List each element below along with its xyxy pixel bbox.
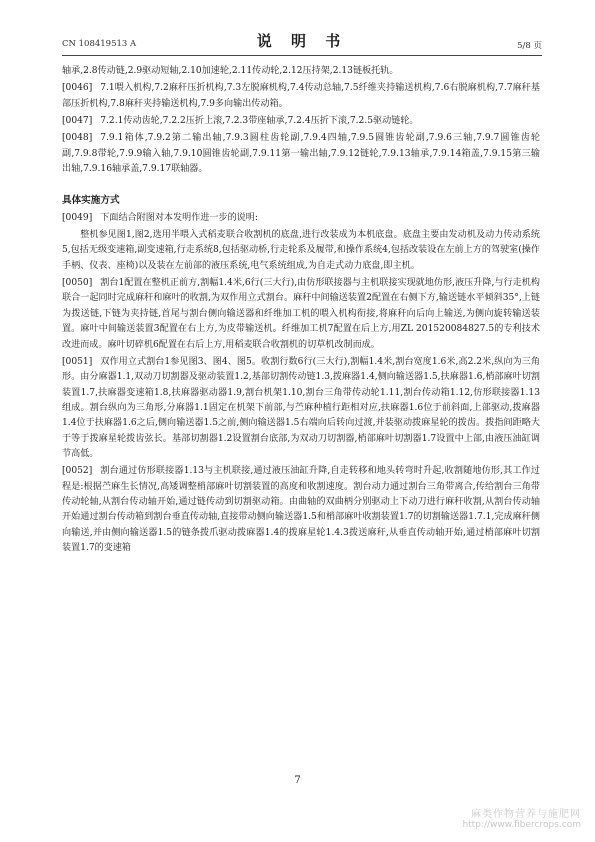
paragraph bbox=[62, 355, 540, 462]
doc-title: 说 明 书 bbox=[256, 32, 348, 50]
header-divider bbox=[62, 55, 542, 56]
watermark-url: http://www.fibercrops.com bbox=[462, 820, 581, 830]
page-indicator: 5/8 页 bbox=[517, 41, 542, 51]
paragraph bbox=[62, 276, 540, 353]
page-header bbox=[62, 30, 542, 52]
paragraph bbox=[62, 211, 540, 226]
paragraph-text: 轴承,2.8传动链,2.9驱动短轴,2.10加速轮,2.11传动轮,2.12压持架,2.13链板托轨。 bbox=[62, 66, 399, 76]
paragraph bbox=[62, 464, 540, 556]
paragraph-text: 整机参见图1,图2,选用半喂入式稻麦联合收割机的底盘,进行改装成为本机底盘。底盘主要由发动机及动力传动系统5,包括无级变速箱,副变速箱,行走系统8,包括驱动桥,行走轮系及履带,和操作系统4,包括改装设在左前上方的驾驶室(操作手柄、仪表、座椅)以及装在左前部的液压系统,电气系统组成,为自走式动力底盘,即主机。 bbox=[62, 230, 540, 271]
paragraph-number: [0048] bbox=[62, 133, 93, 144]
paragraph-number: [0051] bbox=[62, 356, 93, 367]
document-body bbox=[62, 64, 540, 558]
watermark bbox=[462, 805, 581, 830]
paragraph-text: 割台1配置在整机正前方,割幅1.4米,6行(三大行),由仿形联接器与主机联接实现就地仿形,液压升降,与行走机构联合一起同时完成麻秆和麻叶的收割,为双作用立式割台。麻秆中间输送装置2配置在右侧下方,输送链水平倾斜35°,上链为拨送链,下链为夹持链,首尾与割台侧向输送器和纤维加工机的喂入机构衔接,将麻秆向后向上输送,为侧向旋转输送装置。麻叶中间输送装置3配置在右上方,为皮带输送机。纤维加工机7配置在后上方,用ZL 201520084827.5的专利技术改进而成。麻叶切碎机6配置在右后上方,用稻麦联合收割机的切草机改制而成。 bbox=[62, 278, 540, 350]
paragraph-text: 下面结合附图对本发明作进一步的说明: bbox=[100, 212, 258, 223]
paragraph-text: 双作用立式割台1参见图3、图4、图5。收割行数6行(三大行),割幅1.4米,割台宽度1.6米,高2.2米,纵向为三角形。由分麻器1.1,双动刀切割器及驱动装置1.2,基部切割传动链1.3,拨麻器1.4,侧向输送器1.5,扶麻器1.6,梢部麻叶切割装置1.7,扶麻器变速箱1.8,扶麻器驱动器1.9,割台机架1.10,割台三角带传动轮1.11,割台传动箱1.12,仿形联接器1.13组成。割台纵向为三角形,分麻器1.1固定在机架下前部,与苎麻种植行距相对应,扶麻器1.6位于前斜面,上部驱动,拨麻器1.4位于扶麻器1.6之后,侧向输送器1.5之前,侧向输送器1.5右端向后转向过渡,并装驱动拨麻星轮的拨齿。拨指间距略大于等于拨麻星轮拨齿弦长。基部切割器1.2设置割台底部,为双动刀切割器,梢部麻叶切割器1.7设置中上部,由液压油缸调节高低。 bbox=[62, 356, 540, 459]
paragraph-number: [0047] bbox=[62, 116, 93, 127]
paragraph bbox=[62, 131, 540, 177]
paragraph-number: [0050] bbox=[62, 278, 93, 289]
page-number: 7 bbox=[294, 775, 301, 786]
paragraph bbox=[62, 64, 540, 79]
paragraph-number: [0052] bbox=[62, 466, 93, 477]
paragraph-group-2 bbox=[62, 211, 540, 557]
section-title: 具体实施方式 bbox=[62, 195, 120, 207]
paragraph-number: [0049] bbox=[62, 212, 93, 223]
paragraph-number: [0046] bbox=[62, 83, 93, 94]
paragraph-text: 割台通过仿形联接器1.13与主机联接,通过液压油缸升降,自走转移和地头转弯时升起,收割随地仿形,其工作过程是:根据苎麻生长情况,高矮调整梢部麻叶切割装置的高度和收割速度。割台动力通过割台三角带离合,传给割台三角带传动轮轴,从割台传动轴开始,通过链传动到切割驱动箱。由曲轴的双曲柄分别驱动上下动刀进行麻秆收割,从割台传动轴开始通过割台传动箱到割台垂直传动轴,直接带动侧向输送器1.5和梢部麻叶收割装置1.7的切割输送器1.7.1,完成麻秆侧向输送,并由侧向输送器1.5的链条拨爪驱动拨麻器1.4的拨麻星轮1.4.3拨送麻秆,从垂直传动轴开始,通过梢部麻叶切割装置1.7的变速箱 bbox=[62, 466, 540, 553]
watermark-title: 麻类作物营养与施肥网 bbox=[471, 809, 581, 820]
doc-number: CN 108419513 A bbox=[62, 39, 137, 49]
paragraph-group-1 bbox=[62, 64, 540, 177]
paragraph-text: 7.9.1箱体,7.9.2第二输出轴,7.9.3圆柱齿轮副,7.9.4四轴,7.9.5圆锥齿轮副,7.9.6三轴,7.9.7圆锥齿轮副,7.9.8带轮,7.9.9输入轴,7.9.10圆锥齿轮副,7.9.11第一输出轴,7.9.12链轮,7.9.13轴承,7.9.14箱盖,7.9.15第三输出轴,7.9.16轴承盖,7.9.17联轴器。 bbox=[62, 133, 540, 175]
paragraph bbox=[62, 114, 540, 129]
paragraph bbox=[62, 81, 540, 112]
paragraph-text: 7.1喂入机构,7.2麻秆压折机构,7.3左脱麻机构,7.4传动总轴,7.5纤维夹持输送机构,7.6右脱麻机构,7.7麻秆基部压折机构,7.8麻秆夹持输送机构,7.9多向输出传动箱。 bbox=[62, 83, 540, 109]
paragraph-text: 7.2.1传动齿轮,7.2.2压折上滚,7.2.3带座轴承,7.2.4压折下滚,7.2.5驱动链轮。 bbox=[100, 116, 419, 127]
paragraph bbox=[62, 228, 540, 274]
